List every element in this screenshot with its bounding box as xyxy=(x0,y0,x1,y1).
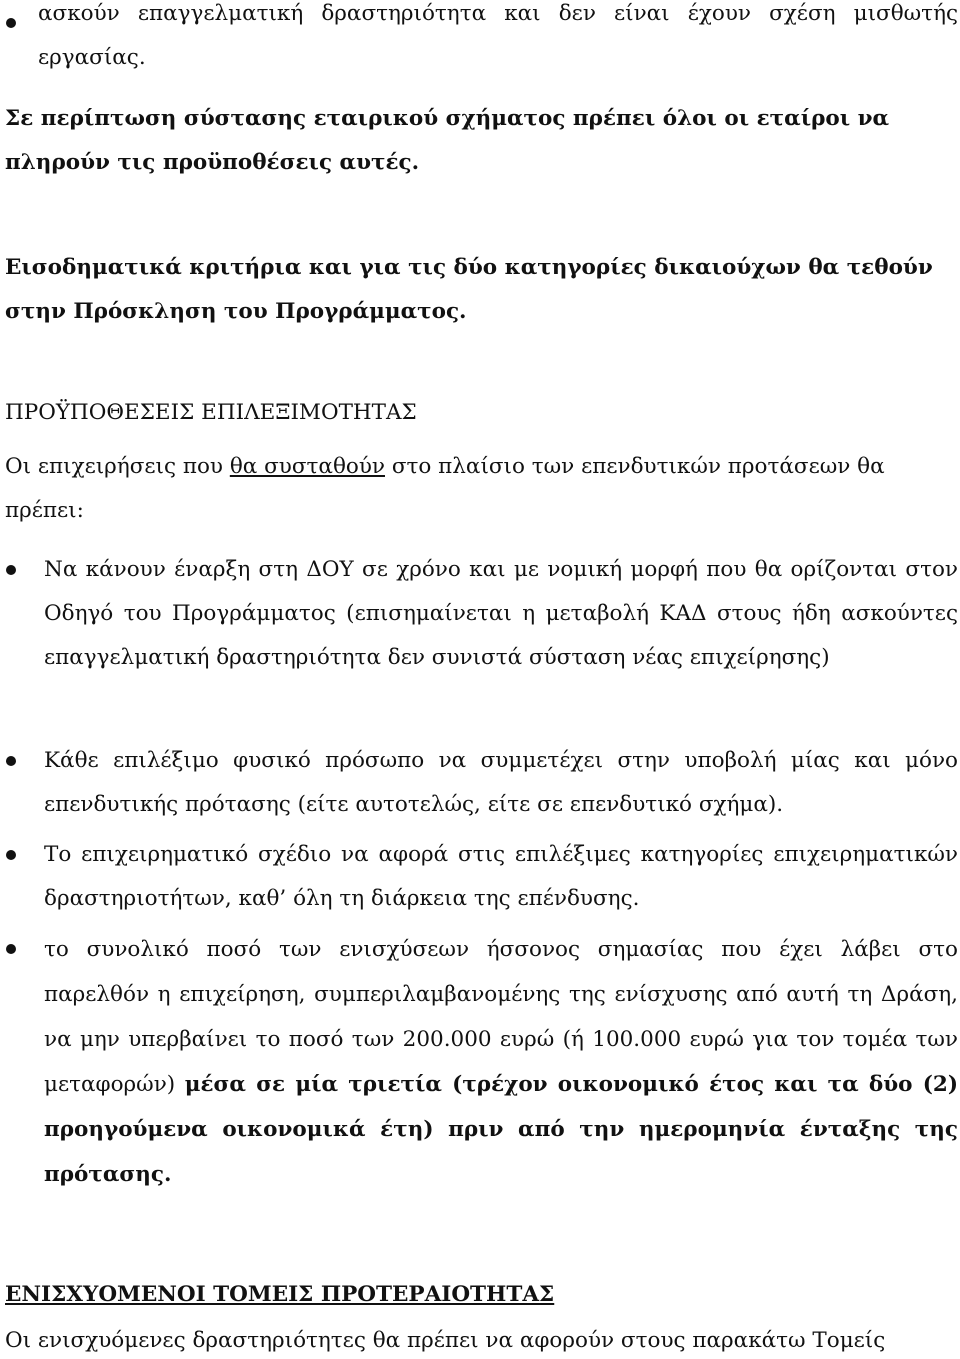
eligibility-bullet-text: Να κάνουν έναρξη στη ΔΟΥ σε χρόνο και με νομική μορφή που θα ορίζονται στον Οδηγό του Προγράμματος (επισημαίνεται η μεταβολή ΚΑΔ στους ήδη ασκούντες επαγγελματική δραστηριότητα δεν συνιστά σύσταση νέας επιχείρησης) xyxy=(44,557,958,670)
bullet-normal-text: το συνολικό ποσό των ενισχύσεων ήσσονος σημασίας που έχει λάβει στο παρελθόν η επιχείρηση, συμπεριλαμβανομένης της ενίσχυσης από αυτή τη Δράση, να μην υπερβαίνει το ποσό των 200.000 ευρώ (ή 100.000 ευρώ για τον τομέα των μεταφορών) xyxy=(44,937,958,1097)
bullet-icon xyxy=(6,18,16,28)
priority-sectors-heading: ΕΝΙΣΧΥΟΜΕΝΟΙ ΤΟΜΕΙΣ ΠΡΟΤΕΡΑΙΟΤΗΤΑΣ xyxy=(5,1282,555,1307)
bullet-bold-text: μέσα σε μία τριετία (τρέχον οικονομικό έτος και τα δύο (2) προηγούμενα οικονομικά έτη) πριν από την ημερομηνία ένταξης της πρότασης. xyxy=(44,1072,958,1187)
eligibility-heading: ΠΡΟΫΠΟΘΕΣΕΙΣ ΕΠΙΛΕΞΙΜΟΤΗΤΑΣ xyxy=(5,400,417,425)
partnership-paragraph: Σε περίπτωση σύστασης εταιρικού σχήματος πρέπει όλοι οι εταίροι να πληρούν τις προϋποθέσεις αυτές. xyxy=(5,106,890,175)
bullet-icon xyxy=(6,850,16,860)
bullet-icon xyxy=(6,944,16,954)
intro-text-start: Οι επιχειρήσεις που xyxy=(5,454,230,479)
eligibility-bullet-text: Το επιχειρηματικό σχέδιο να αφορά στις επιλέξιμες κατηγορίες επιχειρηματικών δραστηριοτήτων, καθ’ όλη τη διάρκεια της επένδυσης. xyxy=(44,842,958,911)
eligibility-bullet-text: Κάθε επιλέξιμο φυσικό πρόσωπο να συμμετέχει στην υποβολή μίας και μόνο επενδυτικής πρότασης (είτε αυτοτελώς, είτε σε επενδυτικό σχήμα). xyxy=(44,748,958,817)
continued-bullet-text: ασκούν επαγγελματική δραστηριότητα και δεν είναι έχουν σχέση μισθωτής εργασίας. xyxy=(38,1,958,70)
bullet-icon xyxy=(6,565,16,575)
intro-underlined-text: θα συσταθούν xyxy=(229,454,385,479)
intro-text-end: στο πλαίσιο των επενδυτικών προτάσεων θα πρέπει: xyxy=(5,454,885,523)
priority-sectors-text: Οι ενισχυόμενες δραστηριότητες θα πρέπει να αφορούν στους παρακάτω Τομείς xyxy=(5,1328,886,1353)
income-criteria-paragraph: Εισοδηματικά κριτήρια και για τις δύο κατηγορίες δικαιούχων θα τεθούν στην Πρόσκληση του Προγράμματος. xyxy=(5,255,933,324)
bullet-icon xyxy=(6,756,16,766)
eligibility-intro xyxy=(5,445,957,533)
eligibility-bullet-text xyxy=(44,927,958,1197)
